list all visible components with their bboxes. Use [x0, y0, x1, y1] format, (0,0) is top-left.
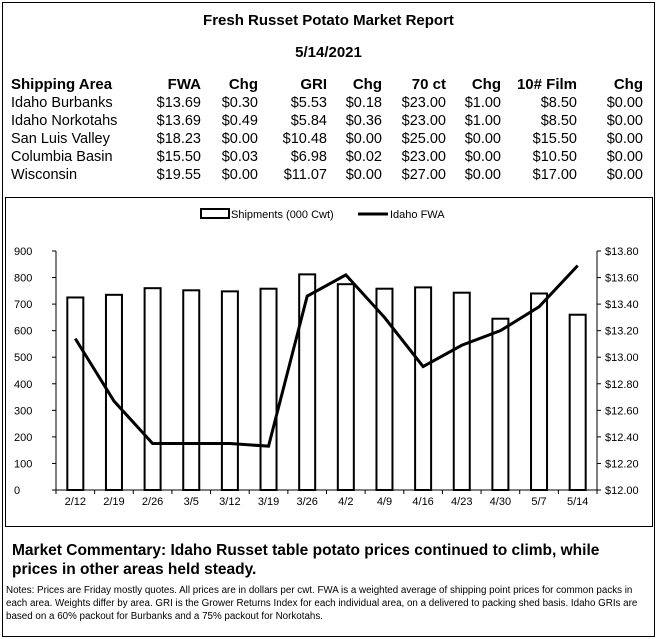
- left-tick-label: 600: [14, 325, 33, 338]
- right-tick-label: $13.60: [605, 272, 639, 285]
- right-tick-label: $13.40: [605, 299, 639, 312]
- left-tick-label: 0: [14, 485, 21, 497]
- price-cell: $1.00: [464, 95, 501, 111]
- price-cell: $11.07: [283, 167, 327, 183]
- table-row: [11, 166, 643, 184]
- right-tick-label: $13.80: [605, 246, 639, 258]
- x-tick-label: 4/9: [376, 496, 393, 508]
- table-row: [11, 112, 643, 130]
- x-tick-label: 3/12: [219, 496, 241, 508]
- price-cell: $0.00: [606, 113, 643, 129]
- price-cell: $0.00: [464, 149, 501, 165]
- shipping-area-cell: Idaho Norkotahs: [11, 113, 118, 129]
- price-cell: $8.50: [540, 113, 577, 129]
- x-tick-label: 2/12: [64, 496, 87, 508]
- x-tick-label: 3/5: [183, 496, 199, 508]
- left-tick-label: 700: [14, 299, 33, 312]
- x-tick-label: 4/23: [451, 496, 473, 508]
- table-row: [11, 130, 643, 148]
- column-header: Chg: [613, 76, 643, 93]
- right-tick-label: $12.60: [605, 405, 639, 418]
- left-tick-label: 400: [14, 378, 33, 391]
- x-tick-label: 4/16: [412, 496, 434, 508]
- price-cell: $0.02: [345, 149, 382, 165]
- price-cell: $0.18: [345, 95, 382, 111]
- table-row: [11, 148, 643, 166]
- price-cell: $15.50: [156, 149, 201, 165]
- legend-bar-swatch: [201, 209, 229, 218]
- shipment-bar: [183, 290, 199, 490]
- right-tick-label: $12.20: [605, 458, 639, 471]
- column-header: GRI: [300, 76, 327, 93]
- market-commentary: Market Commentary: Idaho Russet table potato prices continued to climb, while prices in other areas held steady.: [12, 542, 600, 578]
- right-tick-label: $13.00: [605, 352, 639, 365]
- notes: Notes: Prices are Friday mostly quotes. All prices are in dollars per cwt. FWA is a weighted average of shipping point prices for common packs in each area. Weights differ by area. GRI is the Grower Returns Index for each individual area, on a delivered to packing shed basis. Idaho GRIs are based on a 60% packout for Burbanks and a 75% packout for Norkotahs.: [6, 585, 638, 622]
- price-cell: $1.00: [464, 113, 501, 129]
- left-tick-label: 900: [14, 246, 33, 258]
- x-tick-label: 4/30: [489, 496, 512, 508]
- x-tick-label: 3/19: [257, 496, 280, 508]
- shipment-bar: [222, 291, 238, 490]
- price-cell: $19.55: [156, 167, 201, 183]
- shipment-bar: [261, 289, 277, 490]
- chart-box: [5, 197, 653, 527]
- price-cell: $0.00: [606, 131, 643, 147]
- report-title: Fresh Russet Potato Market Report: [203, 12, 454, 29]
- price-cell: $0.00: [345, 131, 382, 147]
- price-cell: $0.00: [606, 149, 643, 165]
- x-tick-label: 5/7: [531, 496, 547, 508]
- column-header: 10# Film: [516, 76, 577, 93]
- shipment-bar: [299, 274, 315, 490]
- shipment-bar: [415, 287, 431, 490]
- price-cell: $5.84: [290, 113, 327, 129]
- price-cell: $23.00: [401, 95, 446, 111]
- shipment-bar: [67, 297, 83, 490]
- left-tick-label: 300: [14, 405, 33, 418]
- price-cell: $0.00: [345, 167, 382, 183]
- price-cell: $0.49: [221, 113, 258, 129]
- price-cell: $0.00: [606, 167, 643, 183]
- price-cell: $0.36: [345, 113, 382, 129]
- left-tick-label: 800: [14, 272, 33, 285]
- price-cell: $10.50: [532, 149, 577, 165]
- shipment-bar: [492, 319, 508, 490]
- price-cell: $18.23: [156, 131, 201, 147]
- column-header: Chg: [471, 76, 501, 93]
- x-tick-label: 2/26: [141, 496, 164, 508]
- column-header: Chg: [352, 76, 382, 93]
- price-cell: $0.00: [606, 95, 643, 111]
- legend-label-fwa: Idaho FWA: [390, 209, 445, 221]
- table-header-row: [11, 76, 643, 94]
- column-header: FWA: [167, 76, 201, 93]
- x-tick-label: 3/26: [296, 496, 318, 508]
- price-cell: $25.00: [401, 131, 446, 147]
- column-header: Chg: [228, 76, 258, 93]
- shipment-bar: [570, 315, 586, 490]
- report-date: 5/14/2021: [295, 44, 362, 61]
- price-cell: $15.50: [532, 131, 577, 147]
- shipment-bar: [454, 293, 470, 490]
- right-tick-label: $13.20: [605, 325, 639, 338]
- price-cell: $23.00: [401, 113, 446, 129]
- table-body: [11, 94, 643, 184]
- shipping-area-cell: Wisconsin: [11, 167, 78, 183]
- price-cell: $0.00: [221, 167, 258, 183]
- price-cell: $23.00: [401, 149, 446, 165]
- shipment-bar: [338, 284, 354, 490]
- price-cell: $10.48: [282, 131, 327, 147]
- x-tick-label: 4/2: [338, 496, 354, 508]
- legend-label-shipments: Shipments (000 Cwt): [231, 209, 334, 221]
- price-cell: $0.03: [221, 149, 258, 165]
- shipment-bar: [145, 288, 161, 490]
- price-cell: $13.69: [156, 113, 201, 129]
- left-tick-label: 200: [14, 431, 33, 444]
- price-cell: $17.00: [532, 167, 577, 183]
- x-tick-label: 2/19: [103, 496, 125, 508]
- x-tick-label: 5/14: [566, 496, 589, 508]
- price-table: [11, 76, 643, 184]
- price-cell: $0.00: [464, 167, 501, 183]
- left-tick-label: 100: [14, 458, 33, 471]
- right-tick-label: $12.00: [605, 485, 639, 497]
- column-header: 70 ct: [411, 76, 446, 93]
- price-cell: $0.30: [221, 95, 258, 111]
- price-cell: $0.00: [221, 131, 258, 147]
- shipping-area-cell: Idaho Burbanks: [11, 95, 113, 111]
- price-cell: $13.69: [156, 95, 201, 111]
- table-row: [11, 94, 643, 112]
- right-tick-label: $12.80: [605, 378, 639, 391]
- shipping-area-cell: Columbia Basin: [11, 149, 113, 165]
- shipment-bar: [531, 293, 547, 490]
- price-cell: $5.53: [290, 95, 327, 111]
- left-tick-label: 500: [14, 352, 33, 365]
- shipments-price-chart: [6, 198, 652, 526]
- column-header: Shipping Area: [11, 76, 113, 93]
- price-cell: $0.00: [464, 131, 501, 147]
- price-cell: $6.98: [290, 149, 327, 165]
- price-cell: $27.00: [401, 167, 446, 183]
- price-cell: $8.50: [540, 95, 577, 111]
- right-tick-label: $12.40: [605, 431, 639, 444]
- shipping-area-cell: San Luis Valley: [11, 131, 110, 147]
